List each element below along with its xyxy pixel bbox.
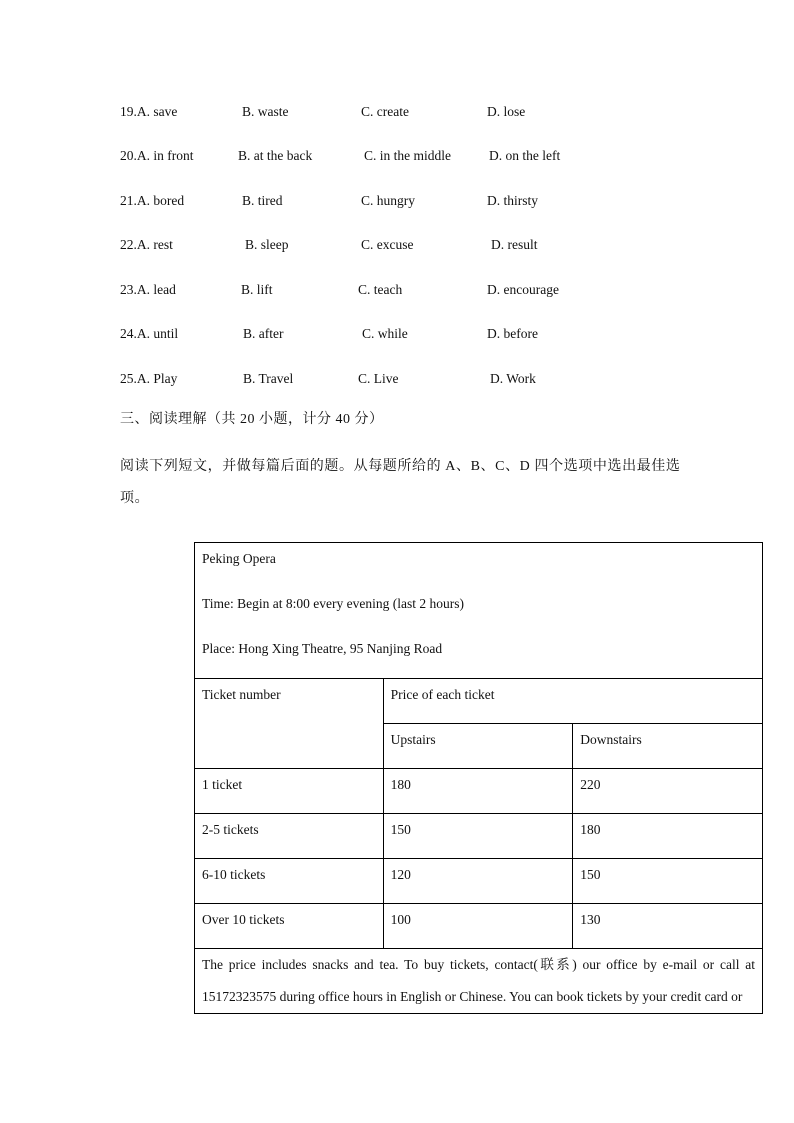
option-c: C. while [362, 326, 408, 341]
option-c: C. hungry [361, 193, 415, 208]
option-c: C. teach [358, 282, 403, 297]
downstairs-price: 130 [573, 904, 763, 949]
event-info-cell [195, 543, 763, 679]
upstairs-price: 180 [383, 769, 573, 814]
question-number: 20.A. in front [120, 148, 194, 163]
downstairs-price: 180 [573, 814, 763, 859]
table-row [195, 814, 763, 859]
option-b: B. Travel [243, 371, 294, 386]
event-place: Place: Hong Xing Theatre, 95 Nanjing Road [202, 641, 443, 656]
question-number: 24.A. until [120, 326, 179, 341]
option-c: C. excuse [361, 237, 414, 252]
option-b: B. tired [242, 193, 283, 208]
option-c: C. in the middle [364, 148, 451, 163]
instructions: 阅读下列短文，并做每篇后面的题。从每题所给的 A、B、C、D 四个选项中选出最佳选项。 [120, 459, 681, 506]
question-number: 25.A. Play [120, 371, 178, 386]
header-price: Price of each ticket [383, 679, 762, 724]
question-number: 22.A. rest [120, 237, 173, 252]
question-19 [0, 104, 794, 124]
header-downstairs: Downstairs [573, 724, 763, 769]
event-time: Time: Begin at 8:00 every evening (last 2 hours) [202, 596, 464, 611]
header-ticket-number: Ticket number [195, 679, 384, 769]
event-title: Peking Opera [202, 551, 276, 566]
opera-ticket-table [194, 542, 763, 1014]
table-row [195, 904, 763, 949]
option-d: D. result [491, 237, 538, 252]
option-d: D. thirsty [487, 193, 539, 208]
option-d: D. before [487, 326, 538, 341]
header-upstairs: Upstairs [383, 724, 573, 769]
question-20 [0, 148, 794, 168]
question-21 [0, 193, 794, 213]
price-note: The price includes snacks and tea. To buy tickets, contact(联系) our office by e-mail or call at 15172323575 during office hours in English or Chinese. You can book tickets by your credit card or [195, 949, 763, 1014]
ticket-count: Over 10 tickets [195, 904, 384, 949]
downstairs-price: 150 [573, 859, 763, 904]
question-number: 21.A. bored [120, 193, 185, 208]
question-25 [0, 371, 794, 391]
option-d: D. lose [487, 104, 526, 119]
ticket-count: 6-10 tickets [195, 859, 384, 904]
question-23 [0, 282, 794, 302]
option-d: D. Work [490, 371, 536, 386]
upstairs-price: 100 [383, 904, 573, 949]
option-b: B. at the back [238, 148, 313, 163]
section-title: 三、阅读理解（共 20 小题，计分 40 分） [120, 412, 384, 427]
downstairs-price: 220 [573, 769, 763, 814]
question-22 [0, 237, 794, 257]
option-b: B. after [243, 326, 284, 341]
upstairs-price: 120 [383, 859, 573, 904]
table-row [195, 769, 763, 814]
option-b: B. lift [241, 282, 273, 297]
question-number: 23.A. lead [120, 282, 176, 297]
ticket-count: 1 ticket [195, 769, 384, 814]
question-number: 19.A. save [120, 104, 178, 119]
option-c: C. Live [358, 371, 399, 386]
option-c: C. create [361, 104, 409, 119]
table-row [195, 859, 763, 904]
upstairs-price: 150 [383, 814, 573, 859]
ticket-count: 2-5 tickets [195, 814, 384, 859]
option-d: D. on the left [489, 148, 561, 163]
option-d: D. encourage [487, 282, 559, 297]
option-b: B. sleep [245, 237, 289, 252]
question-24 [0, 326, 794, 346]
option-b: B. waste [242, 104, 289, 119]
